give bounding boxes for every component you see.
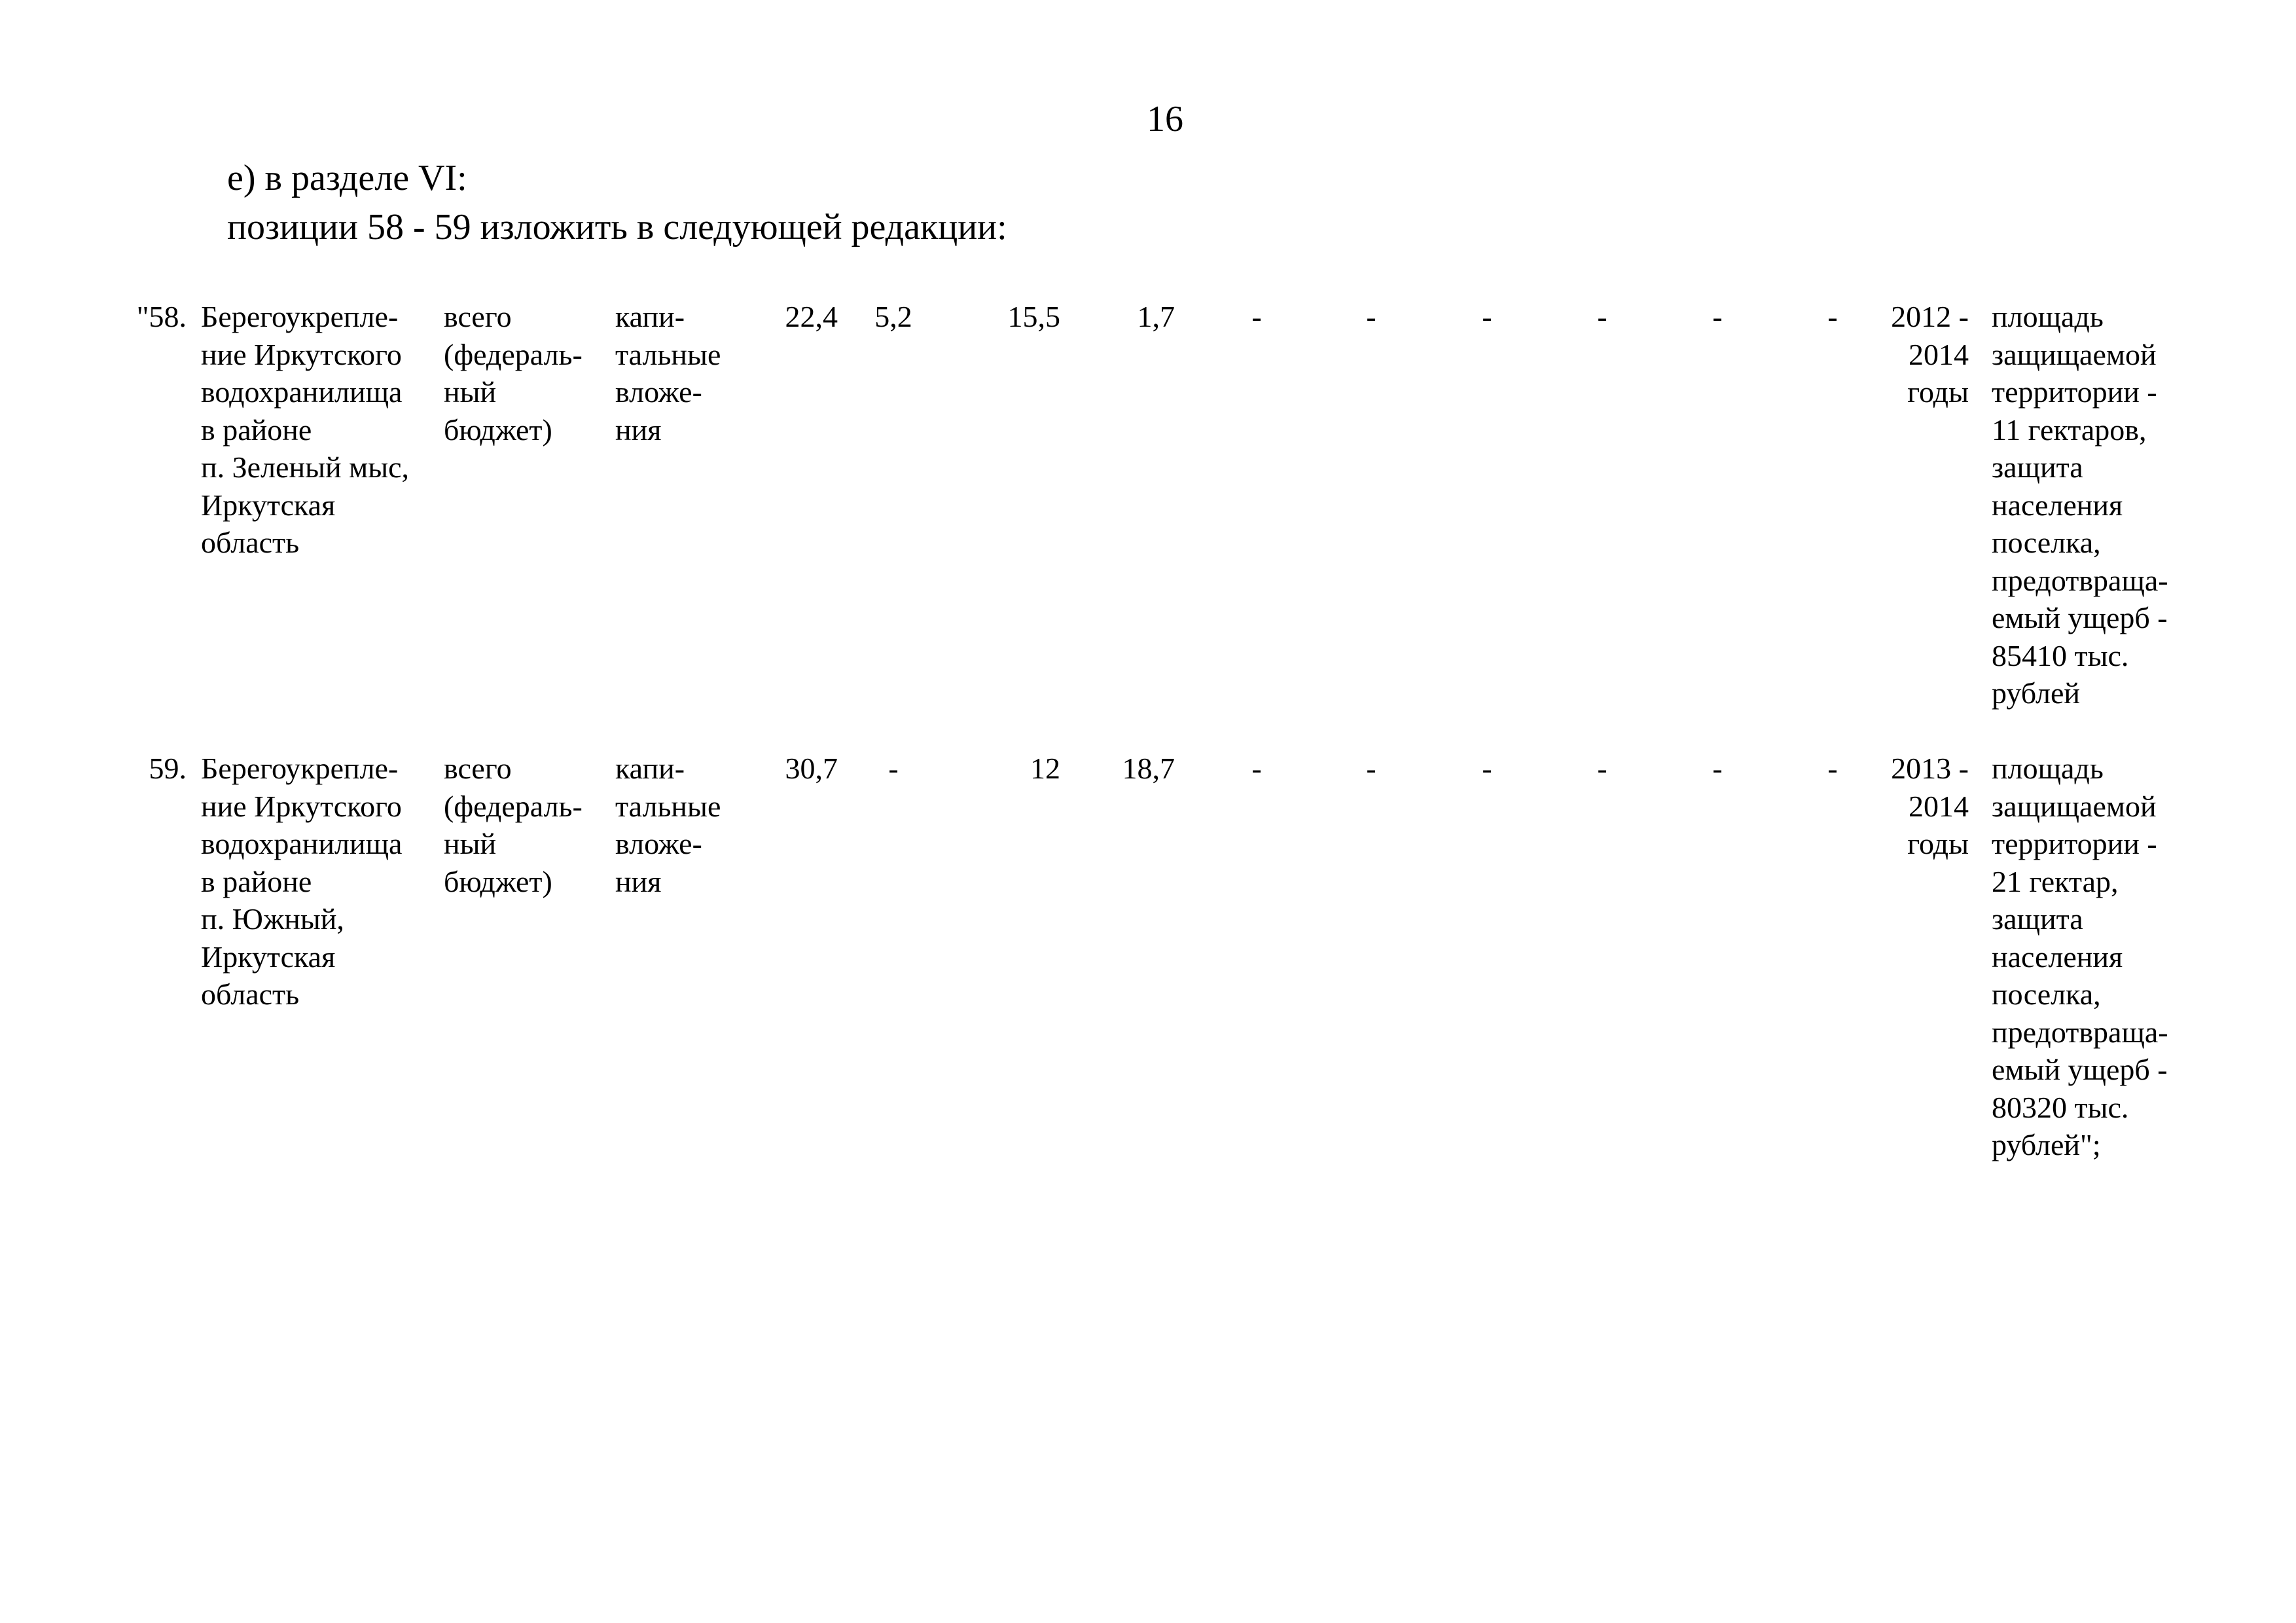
expense-type: капи- тальные вложе- ния: [615, 300, 721, 447]
implementation-period: 2013 - 2014 годы: [1891, 752, 1969, 860]
year-value-5: -: [1366, 300, 1376, 333]
row-number: "58.: [136, 300, 187, 333]
year-value-6: -: [1482, 300, 1492, 333]
year-value-8: -: [1712, 300, 1723, 333]
funding-source: всего (федераль- ный бюджет): [444, 300, 583, 447]
year-value-8: -: [1712, 752, 1723, 785]
expected-result: площадь защищаемой территории - 21 гектар, защита населения поселка, предотвраща- емый ущерб - 80320 тыс. рублей";: [1992, 752, 2168, 1161]
row-number: 59.: [149, 752, 187, 785]
object-name: Берегоукрепле- ние Иркутского водохранилища в районе п. Южный, Иркутская область: [201, 752, 403, 1011]
expected-result: площадь защищаемой территории - 11 гектаров, защита населения поселка, предотвраща- емый ущерб - 85410 тыс. рублей: [1992, 300, 2168, 710]
year-value-5: -: [1366, 752, 1376, 785]
implementation-period: 2012 - 2014 годы: [1891, 300, 1969, 409]
year-value-7: -: [1597, 752, 1607, 785]
intro-instruction-line: позиции 58 - 59 изложить в следующей редакции:: [227, 207, 1007, 247]
funding-source: всего (федераль- ный бюджет): [444, 752, 583, 898]
year-value-7: -: [1597, 300, 1607, 333]
year-value-9: -: [1827, 300, 1838, 333]
year-value-6: -: [1482, 752, 1492, 785]
year-value-4: -: [1251, 300, 1262, 333]
year-value-2: 15,5: [1007, 300, 1060, 333]
year-value-4: -: [1251, 752, 1262, 785]
year-value-1: 5,2: [874, 300, 912, 333]
expense-type: капи- тальные вложе- ния: [615, 752, 721, 898]
total-value: 22,4: [785, 300, 838, 333]
object-name: Берегоукрепле- ние Иркутского водохранилища в районе п. Зеленый мыс, Иркутская область: [201, 300, 410, 559]
intro-section-line: е) в разделе VI:: [227, 158, 467, 198]
total-value: 30,7: [785, 752, 838, 785]
year-value-3: 18,7: [1122, 752, 1175, 785]
year-value-1: -: [888, 752, 899, 785]
year-value-2: 12: [1030, 752, 1060, 785]
year-value-3: 1,7: [1137, 300, 1175, 333]
year-value-9: -: [1827, 752, 1838, 785]
page-number: 16: [1147, 99, 1183, 139]
